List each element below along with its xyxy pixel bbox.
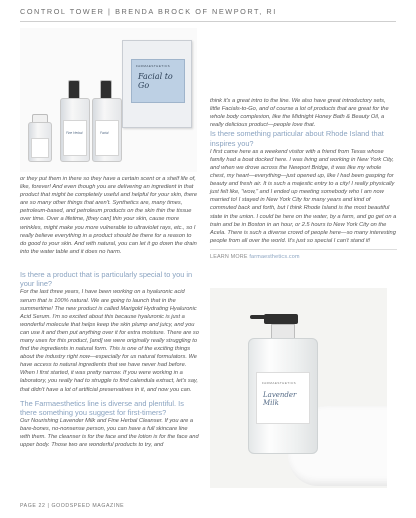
gift-box-brand: FARMAESTHETICS: [136, 64, 171, 68]
bottle-1-label: [31, 138, 49, 158]
right-intro-paragraph: think it's a great intro to the line. We also have great introductory sets, little Facials-to-Go, and of course a lot of products that are great for the whole body complexion, like the Midnight Honey Bath & Beauty Oil, a really delicious product—people love that.: [210, 98, 389, 129]
answer-rhode-island: I first came here as a weekend visitor with a friend from Texas whose family had a boat docked here. I was living and working in New York City, and when we drove across the Newport Bridge, it was like my whole chest, my heart—everything—just opened up, like I had been gasping for beauty and fresh air. It is such a majestic entry to a city! I really physically just felt like, "wow," and I ended up meeting somebody who I am now married to! I stayed in New York City for many years and kind of commuted back and forth, but I think Rhode Island is the most beautiful state in the union. I could be here on the water, by a farm, and go get on a train and be in Boston in an hour, or 2.5 hours to New York City on the Acela. There is such a diverse crowd of people here—so many interesting people from all over the world. It's just so special I can't stand it!: [210, 148, 397, 244]
lotion-label-brand: FARMAESTHETICS: [262, 381, 297, 385]
bottle-3-pump: [100, 80, 112, 100]
page-header: [0, 0, 416, 24]
bottle-2-pump: [68, 80, 80, 100]
question-rhode-island: Is there something particular about Rhode Island that inspires you?: [210, 129, 384, 148]
lotion-label-script: Lavender Milk: [263, 391, 297, 407]
learn-more: [210, 253, 397, 261]
answer-first-timers: Our Nourishing Lavender Milk and Fine Herbal Cleanser. If you are a bare-bones, no-nonsense person, you can have a full skincare line with them. The cleanser is for the face and the lotion is for the face and upper body. Those two are wonderful products to try, and: [20, 418, 199, 449]
synthetics-paragraph: or they put them in there so they have a certain scent or a shelf life of, like, forever! And even though you are delivering an ingredient in that product that might be completely useful and helpful for your skin, there are so many other things that aren't. Synthetics are, many times, petroleum-based, and petroleum products on the skin thin the tissue over time. Over a lifetime, [they can] thin your skin, cause more wrinkles, might make you more vulnerable to ultraviolet rays, etc., so I really believe everything in a product should be there for a reason to do good to your skin. And with natural, you can let it go down the drain into the water table and it does no harm.: [20, 176, 198, 255]
page-footer: PAGE 22 | GOODSPEED MAGAZINE: [20, 503, 125, 509]
page-header-title: CONTROL TOWER | BRENDA BROCK OF NEWPORT, RI: [20, 7, 277, 16]
learn-more-label: LEARN MORE: [210, 253, 248, 260]
product-photo-lavender-milk: [210, 288, 387, 488]
left-column-text-bottom: [20, 270, 199, 449]
header-rule: [20, 21, 396, 22]
answer-special-product: For the last three years, I have been working on a hyaluronic acid serum that is 100% natural. We are going to launch that in the summertime! The new product is called Marigold Hydrating Hyaluronic Acid Serum. I'm so excited about this because hyaluronic is just a wonderful molecule that helps keep the skin plump and juicy, and you can use it and then put anything over it for extra moisture. There are so many uses for this product, [and] we were originally really struggling to find the ingredients in natural form. This is one of the exciting things about the industry right now—especially for us natural formulators. We have access to natural ingredients that we have never had before. When I first started, it was pretty narrow. If you were working in a laboratory, you really had to struggle to find calendula extract, let's say, that didn't have a lot of artificial preservatives in it, and now you can.: [20, 289, 199, 393]
bottle-3-label-text: Facial: [100, 131, 109, 135]
pump-head: [264, 314, 298, 324]
gift-box-label: [131, 59, 185, 103]
question-first-timers: The Farmaesthetics line is diverse and plentiful. Is there something you suggest for first-timers?: [20, 398, 184, 417]
gift-box-script: Facial to Go: [138, 72, 173, 90]
right-column-text: [210, 97, 397, 261]
bottle-3-label: [95, 120, 119, 156]
lotion-bottle-label: [256, 372, 310, 424]
question-special-product: Is there a product that is particularly special to you in your line?: [20, 270, 193, 289]
bottle-2-label: [63, 120, 87, 156]
learn-more-link[interactable]: farmaesthetics.com: [249, 253, 300, 260]
bottle-2-label-text: Fine Herbal: [66, 131, 83, 135]
left-column-text-top: [20, 175, 199, 256]
product-photo-bottles: [20, 28, 197, 172]
gift-box: [122, 40, 192, 128]
learn-more-rule: [210, 249, 397, 250]
